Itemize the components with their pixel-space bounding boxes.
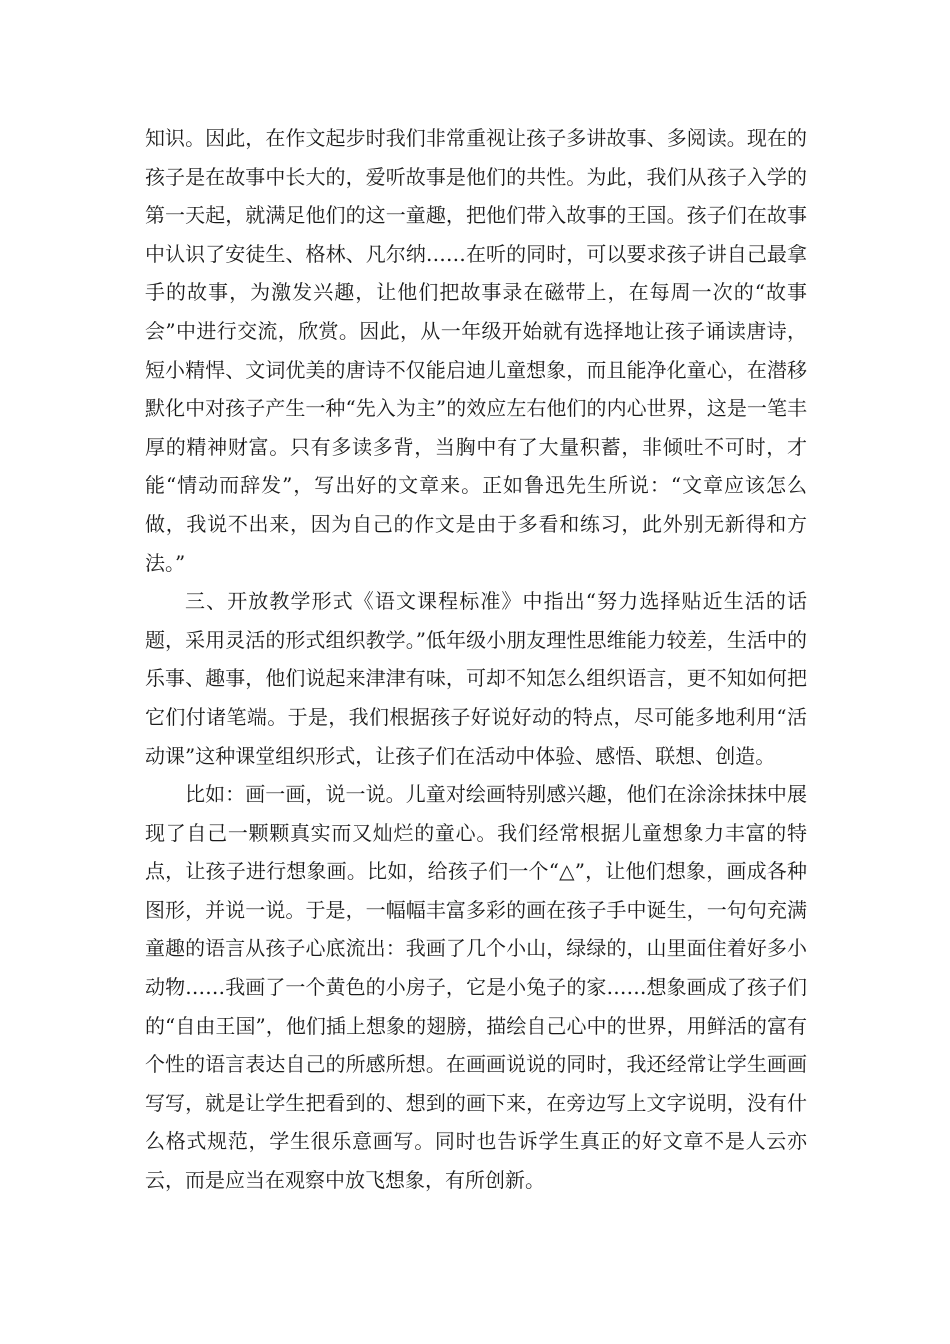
paragraph-2: 三、开放教学形式《语文课程标准》中指出“努力选择贴近生活的话题，采用灵活的形式组织教学。”低年级小朋友理性思维能力较差，生活中的乐事、趣事，他们说起来津津有味，可却不知怎么组织语言，更不知如何把它们付诸笔端。于是，我们根据孩子好说好动的特点，尽可能多地利用“活动课”这种课堂组织形式，让孩子们在活动中体验、感悟、联想、创造。 (145, 589, 807, 768)
paragraph-3: 比如：画一画，说一说。儿童对绘画特别感兴趣，他们在涂涂抹抹中展现了自己一颗颗真实而又灿烂的童心。我们经常根据儿童想象力丰富的特点，让孩子进行想象画。比如，给孩子们一个“△”，让他们想象，画成各种图形，并说一说。于是，一幅幅丰富多彩的画在孩子手中诞生，一句句充满童趣的语言从孩子心底流出：我画了几个小山，绿绿的，山里面住着好多小动物……我画了一个黄色的小房子，它是小兔子的家……想象画成了孩子们的“自由王国”，他们插上想象的翅膀，描绘自己心中的世界，用鲜活的富有个性的语言表达自己的所感所想。在画画说说的同时，我还经常让学生画画写写，就是让学生把看到的、想到的画下来，在旁边写上文字说明，没有什么格式规范，学生很乐意画写。同时也告诉学生真正的好文章不是人云亦云，而是应当在观察中放飞想象，有所创新。 (145, 782, 807, 1193)
paragraph-1: 知识。因此，在作文起步时我们非常重视让孩子多讲故事、多阅读。现在的孩子是在故事中长大的，爱听故事是他们的共性。为此，我们从孩子入学的第一天起，就满足他们的这一童趣，把他们带入故事的王国。孩子们在故事中认识了安徒生、格林、凡尔纳……在听的同时，可以要求孩子讲自己最拿手的故事，为激发兴趣，让他们把故事录在磁带上，在每周一次的“故事会”中进行交流，欣赏。因此，从一年级开始就有选择地让孩子诵读唐诗，短小精悍、文词优美的唐诗不仅能启迪儿童想象，而且能净化童心，在潜移默化中对孩子产生一种“先入为主”的效应左右他们的内心世界，这是一笔丰厚的精神财富。只有多读多背，当胸中有了大量积蓄，非倾吐不可时，才能“情动而辞发”，写出好的文章来。正如鲁迅先生所说：“文章应该怎么做，我说不出来，因为自己的作文是由于多看和练习，此外别无新得和方法。” (145, 126, 807, 575)
document-body (145, 119, 807, 1200)
